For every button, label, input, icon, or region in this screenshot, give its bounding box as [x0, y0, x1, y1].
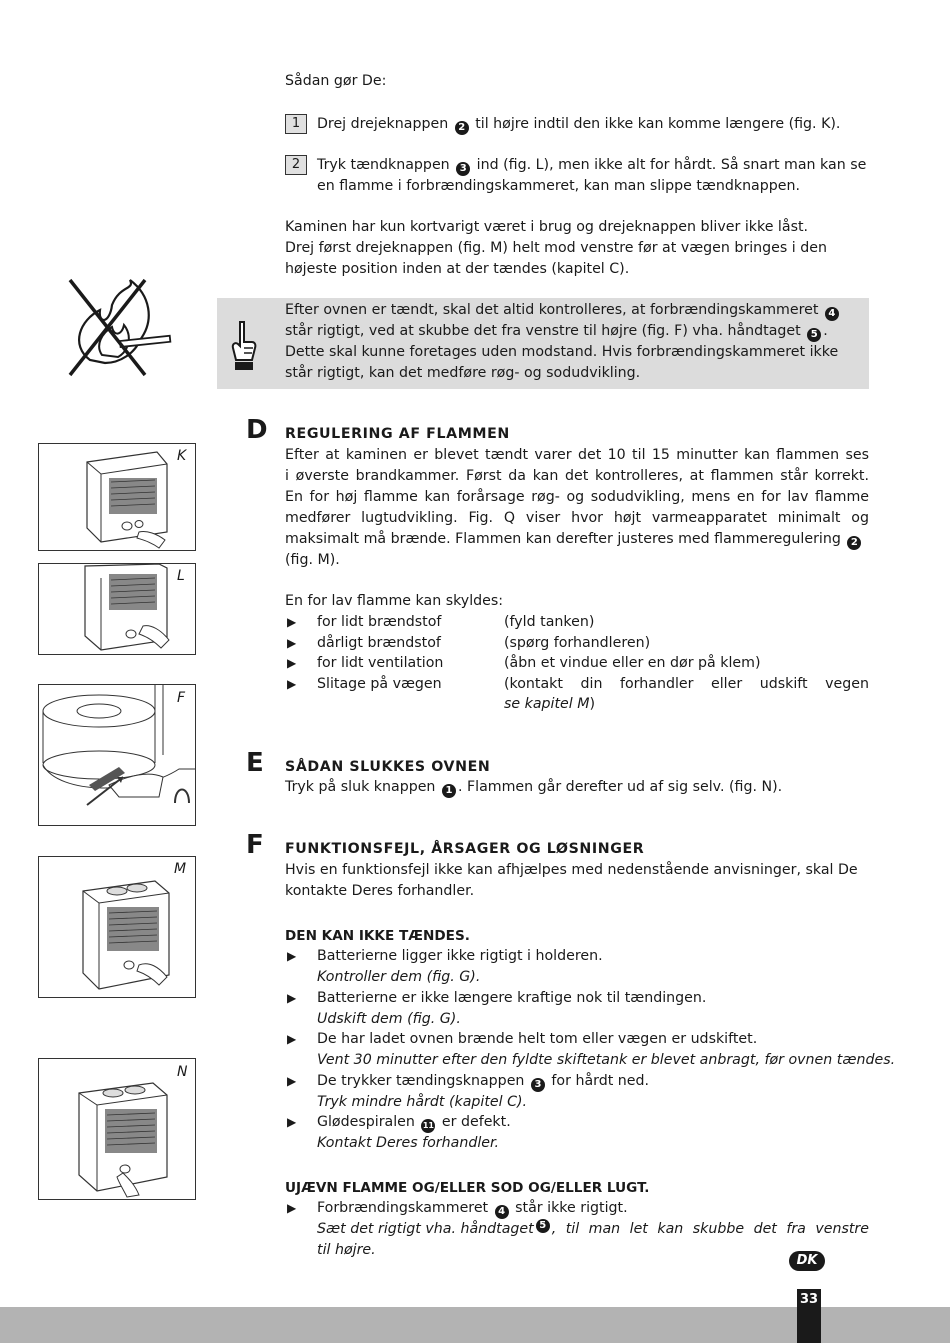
paragraph-line: Kaminen har kun kortvarigt været i brug og drejeknappen bliver ikke låst.: [285, 219, 809, 235]
figure-n: [38, 1058, 196, 1200]
subheading-no-ignition: DEN KAN IKKE TÆNDES.: [285, 928, 470, 944]
circled-number: 11: [421, 1119, 435, 1133]
fault-item: [317, 1198, 628, 1219]
section-d-line: i øverste brandkammer. Først da kan det kontrolleres, at flammen står korrekt.: [285, 468, 869, 484]
circled-number: 1: [442, 784, 456, 798]
figure-k: [38, 443, 196, 551]
fault-fix-part: Sæt det rigtigt vha. håndtaget: [317, 1221, 534, 1237]
bullet-arrow-icon: ▶: [287, 1201, 297, 1215]
circled-number: 2: [847, 536, 861, 550]
figure-label-n: N: [177, 1064, 188, 1080]
step-2-part-c: ind (fig. L), men ikke alt for hårdt. Så snart man kan se: [472, 157, 867, 173]
bullet-arrow-icon: ▶: [287, 949, 297, 963]
no-fire-icon: [60, 275, 175, 380]
paragraph-line: højeste position inden at der tændes (kapitel C).: [285, 261, 630, 277]
section-d-line: Efter at kaminen er blevet tændt varer det 10 til 15 minutter kan flammen ses: [285, 447, 869, 463]
fault-fix-part: , til man let kan skubbe det fra venstre: [551, 1221, 869, 1237]
note-line-3: Dette skal kunne foretages uden modstand. Hvis forbrændingskammeret ikke: [285, 344, 839, 360]
page-number: 33: [797, 1289, 821, 1343]
remedy-item: (kontakt din forhandler eller udskift vegen: [504, 676, 869, 692]
fault-text: Glødespiralen: [317, 1114, 420, 1130]
bullet-arrow-icon: ▶: [287, 1115, 297, 1129]
figure-f: [38, 684, 196, 826]
note-line-2: [285, 321, 828, 342]
fault-fix: Vent 30 minutter efter den fyldte skiftetank er blevet anbragt, før ovnen tændes.: [317, 1052, 896, 1068]
cause-item: for lidt ventilation: [317, 655, 444, 671]
figure-label-k: K: [177, 448, 187, 464]
combustion-chamber-illustration: [39, 685, 195, 825]
bullet-arrow-icon: ▶: [287, 1032, 297, 1046]
remedy-item: (fyld tanken): [504, 614, 595, 630]
paragraph-line: Drej først drejeknappen (fig. M) helt mod venstre før at vægen bringes i den: [285, 240, 827, 256]
section-d-line-5: [285, 529, 863, 550]
section-letter-d: D: [246, 415, 268, 445]
step-1-part-a: Drej drejeknappen: [317, 116, 453, 132]
fault-fix: Kontroller dem (fig. G).: [317, 969, 481, 985]
figure-m: [38, 856, 196, 998]
cause-item: dårligt brændstof: [317, 635, 441, 651]
circled-number: 4: [495, 1205, 509, 1219]
remedy-item: (spørg forhandleren): [504, 635, 651, 651]
heater-illustration: [39, 564, 195, 654]
step-2-text: [317, 155, 866, 176]
heater-illustration: [39, 444, 195, 550]
fault-fix: Kontakt Deres forhandler.: [317, 1135, 500, 1151]
step-number-1: 1: [285, 114, 307, 134]
remedy-continuation: [504, 694, 595, 714]
step-2-part-a: Tryk tændknappen: [317, 157, 455, 173]
fault-fix: Tryk mindre hårdt (kapitel C).: [317, 1094, 528, 1110]
bullet-arrow-icon: ▶: [287, 656, 297, 670]
note-text: Efter ovnen er tændt, skal det altid kontrolleres, at forbrændingskammeret: [285, 302, 823, 318]
fault-text: står ikke rigtigt.: [510, 1200, 628, 1216]
fault-fix: Udskift dem (fig. G).: [317, 1011, 461, 1027]
step-number-2: 2: [285, 155, 307, 175]
section-d-line: En for høj flamme kan forårsage røg- og sodudvikling, mens en for lav flamme: [285, 489, 869, 505]
section-e-title: SÅDAN SLUKKES OVNEN: [285, 759, 491, 775]
fault-item: Batterierne er ikke længere kraftige nok til tændingen.: [317, 990, 707, 1006]
figure-label-l: L: [177, 568, 185, 584]
heater-illustration: [39, 857, 195, 997]
fault-text: er defekt.: [437, 1114, 511, 1130]
section-letter-e: E: [246, 748, 264, 778]
heater-illustration: [39, 1059, 195, 1199]
fault-text: De trykker tændingsknappen: [317, 1073, 529, 1089]
intro-text: Sådan gør De:: [285, 73, 387, 89]
circled-number: 5: [536, 1219, 550, 1233]
circled-number: 3: [456, 162, 470, 176]
fault-item: [317, 1071, 649, 1092]
bullet-arrow-icon: ▶: [287, 1074, 297, 1088]
figure-label-m: M: [174, 861, 187, 877]
bullet-arrow-icon: ▶: [287, 636, 297, 650]
circled-number: 5: [807, 328, 821, 342]
note-text: står rigtigt, ved at skubbe det fra venstre til højre (fig. F) vha. håndtaget: [285, 323, 806, 339]
cause-item: Slitage på vægen: [317, 676, 442, 692]
pointing-hand-icon: [228, 318, 258, 372]
fault-item: De har ladet ovnen brænde helt tom eller vægen er udskiftet.: [317, 1031, 758, 1047]
language-badge: DK: [789, 1251, 825, 1271]
step-1-part-c: til højre indtil den ikke kan komme længere (fig. K).: [470, 116, 841, 132]
section-d-title: REGULERING AF FLAMMEN: [285, 426, 510, 442]
section-f-line-1: Hvis en funktionsfejl ikke kan afhjælpes med nedenstående anvisninger, skal De: [285, 862, 858, 878]
section-e-part-a: Tryk på sluk knappen: [285, 779, 440, 795]
step-2-text-line-2: en flamme i forbrændingskammeret, kan man slippe tændknappen.: [317, 178, 800, 194]
bullet-arrow-icon: ▶: [287, 677, 297, 691]
step-1-text: [317, 114, 840, 135]
section-e-part-c: . Flammen går derefter ud af sig selv. (fig. N).: [457, 779, 783, 795]
fault-item: Batterierne ligger ikke rigtigt i holderen.: [317, 948, 603, 964]
note-line-4: står rigtigt, kan det medføre røg- og sodudvikling.: [285, 365, 641, 381]
bullet-arrow-icon: ▶: [287, 615, 297, 629]
remedy-continuation-italic: se kapitel M: [504, 696, 590, 712]
circled-number: 3: [531, 1078, 545, 1092]
figure-l: [38, 563, 196, 655]
fault-item: [317, 1112, 511, 1133]
section-e-text: [285, 777, 782, 798]
section-d-line-6: (fig. M).: [285, 552, 340, 568]
section-f-line-2: kontakte Deres forhandler.: [285, 883, 475, 899]
fault-fix: [317, 1219, 869, 1239]
section-d-line: medfører lugtudvikling. Fig. Q viser hvor højt varmeapparatet minimalt og: [285, 510, 869, 526]
note-line-1: [285, 300, 841, 321]
circled-number: 4: [825, 307, 839, 321]
fault-text: for hårdt ned.: [546, 1073, 650, 1089]
fault-fix-line-2: til højre.: [317, 1242, 376, 1258]
subheading-uneven-flame: UJÆVN FLAMME OG/ELLER SOD OG/ELLER LUGT.: [285, 1180, 650, 1196]
bullet-arrow-icon: ▶: [287, 991, 297, 1005]
figure-label-f: F: [177, 690, 186, 706]
circled-number: 2: [455, 121, 469, 135]
causes-intro: En for lav flamme kan skyldes:: [285, 593, 504, 609]
section-f-title: FUNKTIONSFEJL, ÅRSAGER OG LØSNINGER: [285, 841, 645, 857]
remedy-item: (åbn et vindue eller en dør på klem): [504, 655, 761, 671]
fault-text: Forbrændingskammeret: [317, 1200, 493, 1216]
note-text: .: [823, 323, 828, 339]
section-d-text: maksimalt må brænde. Flammen kan derefter justeres med flammeregulering: [285, 531, 846, 547]
cause-item: for lidt brændstof: [317, 614, 442, 630]
remedy-continuation-end: ): [589, 696, 596, 712]
section-letter-f: F: [246, 830, 264, 860]
